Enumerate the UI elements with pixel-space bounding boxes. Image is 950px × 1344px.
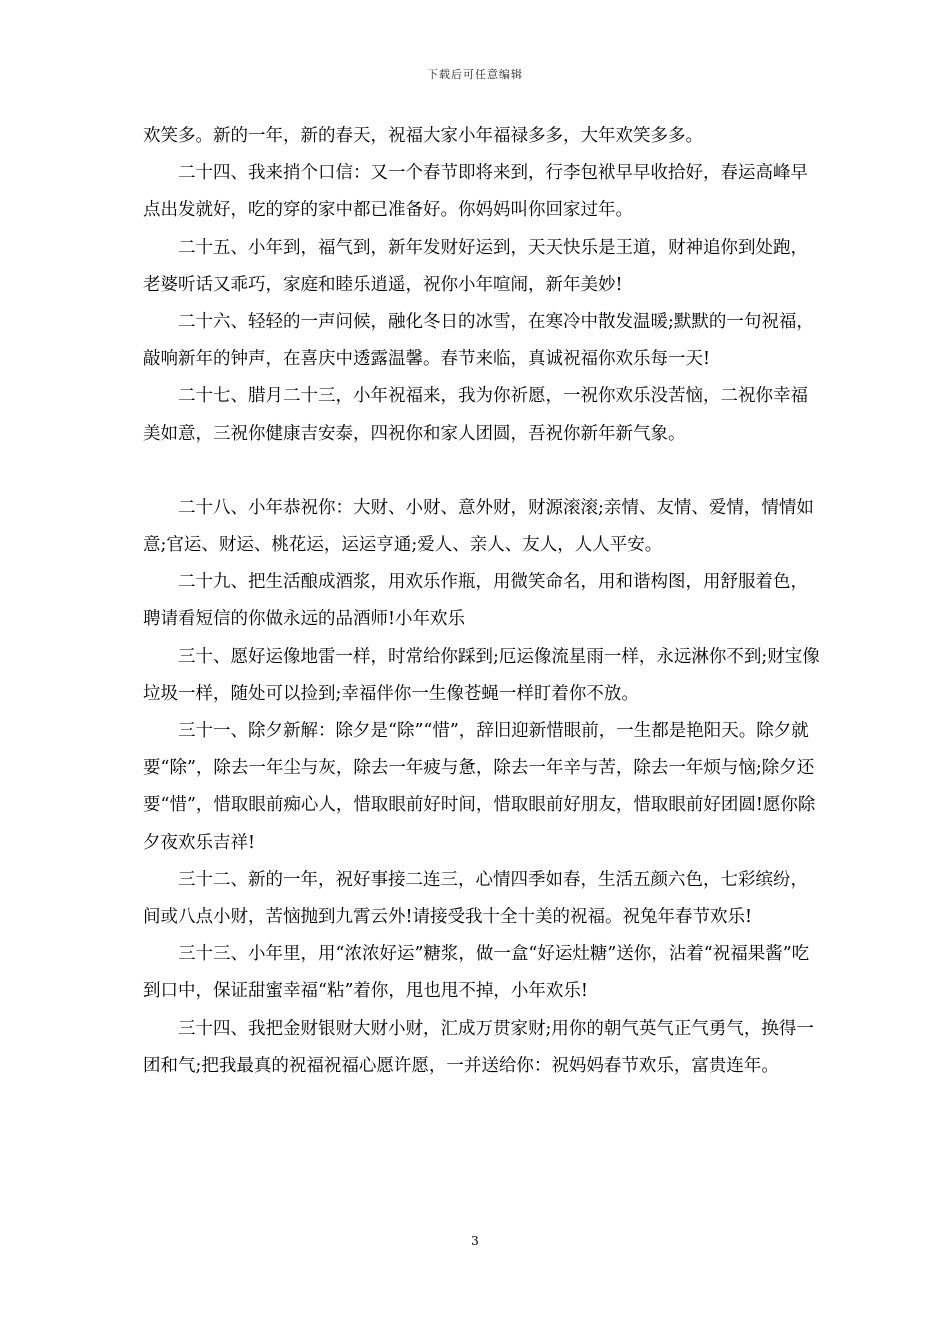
paragraph-28: 二十八、小年恭祝你：大财、小财、意外财，财源滚滚;亲情、友情、爱情，情情如意;官运、财运、桃花运，运运亨通;爱人、亲人、友人，人人平安。 [143, 497, 814, 556]
paragraph-32: 三十二、新的一年，祝好事接二连三，心情四季如春，生活五颜六色，七彩缤纷，间或八点小财，苦恼抛到九霄云外!请接受我十全十美的祝福。祝兔年春节欢乐! [143, 869, 808, 928]
paragraph-34: 三十四、我把金财银财大财小财，汇成万贯家财;用你的朝气英气正气勇气，换得一团和气;把我最真的祝福祝福心愿许愿，一并送给你：祝妈妈春节欢乐，富贵连年。 [143, 1018, 814, 1076]
page-number: 3 [471, 1234, 479, 1248]
paragraph-25: 二十五、小年到，福气到，新年发财好运到，天天快乐是王道，财神追你到处跑，老婆听话又乖巧，家庭和睦乐逍遥，祝你小年喧闹，新年美妙! [143, 237, 808, 295]
paragraph-continuation: 欢笑多。新的一年，新的春天，祝福大家小年福禄多多，大年欢笑多多。 [143, 126, 703, 146]
paragraph-26: 二十六、轻轻的一声问候，融化冬日的冰雪，在寒冷中散发温暖;默默的一句祝福，敲响新年的钟声，在喜庆中透露温馨。春节来临，真诚祝福你欢乐每一天! [143, 312, 814, 370]
paragraph-24: 二十四、我来捎个口信：又一个春节即将来到，行李包袱早早收拾好，春运高峰早点出发就好，吃的穿的家中都已准备好。你妈妈叫你回家过年。 [143, 163, 808, 221]
paragraph-33: 三十三、小年里，用“浓浓好运”糖浆，做一盒“好运灶糖”送你，沾着“祝福果酱”吃到口中，保证甜蜜幸福“粘”着你，甩也甩不掉，小年欢乐! [143, 944, 810, 1002]
paragraph-30: 三十、愿好运像地雷一样，时常给你踩到;厄运像流星雨一样，永远淋你不到;财宝像垃圾一样，随处可以捡到;幸福伴你一生像苍蝇一样盯着你不放。 [143, 646, 820, 704]
paragraph-31: 三十一、除夕新解：除夕是“除”“惜”，辞旧迎新惜眼前，一生都是艳阳天。除夕就要“除”，除去一年尘与灰，除去一年疲与惫，除去一年辛与苦，除去一年烦与恼;除夕还要“惜”，惜取眼前痴心人，惜取眼前好时间，惜取眼前好朋友，惜取眼前好团圆!愿你除夕夜欢乐吉祥! [143, 721, 816, 853]
paragraph-29: 二十九、把生活酿成酒浆，用欢乐作瓶，用微笑命名，用和谐构图，用舒服着色，聘请看短信的你做永远的品酒师!小年欢乐 [143, 572, 808, 630]
document-body [143, 118, 825, 1085]
page-header: 下载后可任意编辑 [427, 68, 523, 81]
paragraph-27: 二十七、腊月二十三，小年祝福来，我为你祈愿，一祝你欢乐没苦恼，二祝你幸福美如意，三祝你健康吉安泰，四祝你和家人团圆，吾祝你新年新气象。 [143, 386, 808, 444]
